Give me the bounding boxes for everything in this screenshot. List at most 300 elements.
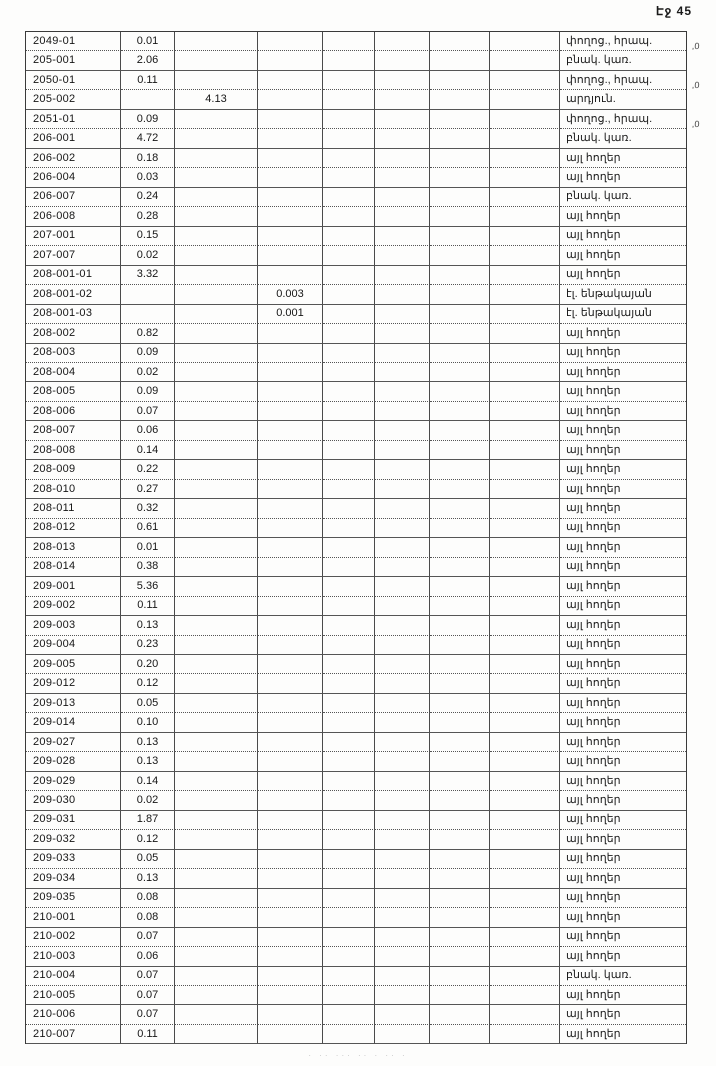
area-value-cell-2 — [175, 597, 258, 616]
land-use-label-cell: այլ հողեր — [560, 1025, 686, 1044]
area-value-cell-3 — [258, 51, 323, 70]
empty-cell — [375, 538, 430, 557]
parcel-code-cell: 208-008 — [26, 441, 121, 460]
land-use-label-cell: այլ հողեր — [560, 538, 686, 557]
area-value-cell-2 — [175, 558, 258, 577]
empty-cell — [490, 811, 560, 830]
empty-cell — [430, 129, 490, 148]
empty-cell — [323, 1005, 375, 1024]
area-value-cell-2 — [175, 616, 258, 635]
empty-cell — [430, 811, 490, 830]
empty-cell — [430, 772, 490, 791]
area-value-cell-3 — [258, 908, 323, 927]
area-value-cell-3 — [258, 538, 323, 557]
empty-cell — [375, 480, 430, 499]
area-value-cell-2 — [175, 285, 258, 304]
table-row — [26, 305, 686, 324]
parcel-code-cell: 208-001-03 — [26, 305, 121, 324]
empty-cell — [323, 674, 375, 693]
empty-cell — [323, 460, 375, 479]
area-value-cell-3 — [258, 246, 323, 265]
area-value-cell-2 — [175, 344, 258, 363]
area-value-cell-3 — [258, 616, 323, 635]
empty-cell — [430, 889, 490, 908]
area-value-cell-2 — [175, 830, 258, 849]
land-use-label-cell: այլ հողեր — [560, 889, 686, 908]
land-use-label-cell: այլ հողեր — [560, 908, 686, 927]
empty-cell — [490, 928, 560, 947]
area-value-cell-3 — [258, 713, 323, 732]
empty-cell — [430, 967, 490, 986]
empty-cell — [375, 129, 430, 148]
area-value-cell-3 — [258, 811, 323, 830]
area-value-cell-2 — [175, 129, 258, 148]
empty-cell — [430, 694, 490, 713]
land-use-label-cell: այլ հողեր — [560, 947, 686, 966]
empty-cell — [323, 850, 375, 869]
area-value-cell — [121, 305, 175, 324]
table-row — [26, 1025, 686, 1044]
land-use-label-cell: էլ. ենթակայան — [560, 305, 686, 324]
empty-cell — [323, 519, 375, 538]
empty-cell — [490, 967, 560, 986]
area-value-cell-3 — [258, 967, 323, 986]
land-use-label-cell: այլ հողեր — [560, 519, 686, 538]
land-use-label-cell: այլ հողեր — [560, 733, 686, 752]
area-value-cell: 0.82 — [121, 324, 175, 343]
parcel-code-cell: 209-012 — [26, 674, 121, 693]
area-value-cell-3 — [258, 188, 323, 207]
area-value-cell-2 — [175, 986, 258, 1005]
table-row — [26, 636, 686, 655]
empty-cell — [430, 713, 490, 732]
area-value-cell: 0.01 — [121, 32, 175, 51]
table-row — [26, 207, 686, 226]
empty-cell — [490, 1025, 560, 1044]
empty-cell — [375, 694, 430, 713]
parcel-code-cell: 206-007 — [26, 188, 121, 207]
empty-cell — [323, 947, 375, 966]
area-value-cell-2 — [175, 324, 258, 343]
land-use-label-cell: բնակ. կառ. — [560, 188, 686, 207]
parcel-code-cell: 208-001-02 — [26, 285, 121, 304]
area-value-cell-3: 0.001 — [258, 305, 323, 324]
empty-cell — [430, 947, 490, 966]
empty-cell — [375, 577, 430, 596]
empty-cell — [490, 110, 560, 129]
parcel-code-cell: 206-008 — [26, 207, 121, 226]
area-value-cell: 0.27 — [121, 480, 175, 499]
parcel-code-cell: 208-005 — [26, 382, 121, 401]
land-use-label-cell: այլ հողեր — [560, 266, 686, 285]
land-use-label-cell: այլ հողեր — [560, 694, 686, 713]
empty-cell — [375, 382, 430, 401]
empty-cell — [323, 538, 375, 557]
empty-cell — [490, 538, 560, 557]
area-value-cell-2 — [175, 421, 258, 440]
empty-cell — [430, 285, 490, 304]
empty-cell — [375, 324, 430, 343]
area-value-cell-3 — [258, 207, 323, 226]
area-value-cell: 0.05 — [121, 850, 175, 869]
table-row — [26, 577, 686, 596]
area-value-cell-3 — [258, 227, 323, 246]
parcel-code-cell: 209-033 — [26, 850, 121, 869]
empty-cell — [323, 1025, 375, 1044]
empty-cell — [323, 811, 375, 830]
empty-cell — [323, 713, 375, 732]
empty-cell — [375, 499, 430, 518]
empty-cell — [430, 266, 490, 285]
margin-marks-layer — [688, 31, 714, 1044]
land-use-label-cell: բնակ. կառ. — [560, 967, 686, 986]
empty-cell — [490, 597, 560, 616]
parcel-code-cell: 208-011 — [26, 499, 121, 518]
empty-cell — [375, 71, 430, 90]
area-value-cell-3 — [258, 577, 323, 596]
parcel-code-cell: 208-013 — [26, 538, 121, 557]
land-use-label-cell: այլ հողեր — [560, 869, 686, 888]
area-value-cell-2 — [175, 928, 258, 947]
area-value-cell: 0.18 — [121, 149, 175, 168]
table-row — [26, 811, 686, 830]
table-row — [26, 597, 686, 616]
area-value-cell: 0.05 — [121, 694, 175, 713]
empty-cell — [323, 110, 375, 129]
area-value-cell: 1.87 — [121, 811, 175, 830]
empty-cell — [375, 752, 430, 771]
empty-cell — [375, 733, 430, 752]
empty-cell — [375, 1025, 430, 1044]
area-value-cell-3: 0.003 — [258, 285, 323, 304]
area-value-cell: 0.12 — [121, 830, 175, 849]
empty-cell — [323, 889, 375, 908]
empty-cell — [375, 402, 430, 421]
table-row — [26, 421, 686, 440]
area-value-cell-3 — [258, 480, 323, 499]
land-use-label-cell: բնակ. կառ. — [560, 129, 686, 148]
area-value-cell-2 — [175, 71, 258, 90]
empty-cell — [375, 149, 430, 168]
empty-cell — [430, 207, 490, 226]
area-value-cell-2 — [175, 733, 258, 752]
area-value-cell-3 — [258, 90, 323, 109]
empty-cell — [375, 967, 430, 986]
empty-cell — [323, 752, 375, 771]
empty-cell — [490, 324, 560, 343]
table-row — [26, 772, 686, 791]
area-value-cell: 0.61 — [121, 519, 175, 538]
area-value-cell: 0.14 — [121, 441, 175, 460]
area-value-cell-3 — [258, 674, 323, 693]
empty-cell — [323, 51, 375, 70]
area-value-cell: 0.11 — [121, 71, 175, 90]
parcel-code-cell: 2050-01 — [26, 71, 121, 90]
area-value-cell: 0.28 — [121, 207, 175, 226]
area-value-cell: 0.02 — [121, 791, 175, 810]
area-value-cell: 0.07 — [121, 402, 175, 421]
area-value-cell-3 — [258, 324, 323, 343]
area-value-cell-2 — [175, 149, 258, 168]
land-use-label-cell: այլ հողեր — [560, 402, 686, 421]
land-use-label-cell: այլ հողեր — [560, 168, 686, 187]
land-use-label-cell: այլ հողեր — [560, 636, 686, 655]
land-use-label-cell: բնակ. կառ. — [560, 51, 686, 70]
empty-cell — [375, 830, 430, 849]
empty-cell — [375, 674, 430, 693]
empty-cell — [430, 344, 490, 363]
parcel-code-cell: 208-006 — [26, 402, 121, 421]
land-use-label-cell: այլ հողեր — [560, 499, 686, 518]
area-value-cell-2 — [175, 188, 258, 207]
area-value-cell: 0.08 — [121, 889, 175, 908]
empty-cell — [375, 344, 430, 363]
area-value-cell-3 — [258, 1005, 323, 1024]
table-row — [26, 928, 686, 947]
land-use-label-cell: այլ հողեր — [560, 421, 686, 440]
table-row — [26, 889, 686, 908]
land-use-label-cell: էլ. ենթակայան — [560, 285, 686, 304]
empty-cell — [323, 597, 375, 616]
empty-cell — [430, 305, 490, 324]
area-value-cell-3 — [258, 928, 323, 947]
area-value-cell-3 — [258, 558, 323, 577]
empty-cell — [490, 480, 560, 499]
empty-cell — [323, 655, 375, 674]
area-value-cell-2 — [175, 655, 258, 674]
area-value-cell-2 — [175, 869, 258, 888]
empty-cell — [430, 246, 490, 265]
area-value-cell — [121, 285, 175, 304]
land-use-label-cell: այլ հողեր — [560, 227, 686, 246]
land-use-label-cell: այլ հողեր — [560, 986, 686, 1005]
parcel-code-cell: 206-002 — [26, 149, 121, 168]
table-row — [26, 752, 686, 771]
empty-cell — [323, 694, 375, 713]
empty-cell — [375, 850, 430, 869]
area-value-cell-3 — [258, 441, 323, 460]
parcel-code-cell: 205-002 — [26, 90, 121, 109]
area-value-cell: 5.36 — [121, 577, 175, 596]
empty-cell — [490, 363, 560, 382]
empty-cell — [430, 324, 490, 343]
land-use-label-cell: այլ հողեր — [560, 830, 686, 849]
empty-cell — [375, 441, 430, 460]
empty-cell — [430, 149, 490, 168]
area-value-cell: 0.32 — [121, 499, 175, 518]
empty-cell — [375, 188, 430, 207]
empty-cell — [430, 188, 490, 207]
empty-cell — [430, 1025, 490, 1044]
empty-cell — [490, 636, 560, 655]
area-value-cell-3 — [258, 733, 323, 752]
parcel-code-cell: 208-004 — [26, 363, 121, 382]
land-use-label-cell: այլ հողեր — [560, 655, 686, 674]
empty-cell — [430, 460, 490, 479]
empty-cell — [490, 869, 560, 888]
parcel-code-cell: 208-003 — [26, 344, 121, 363]
empty-cell — [430, 227, 490, 246]
area-value-cell: 0.01 — [121, 538, 175, 557]
empty-cell — [490, 908, 560, 927]
empty-cell — [430, 168, 490, 187]
empty-cell — [323, 733, 375, 752]
area-value-cell-2 — [175, 1025, 258, 1044]
empty-cell — [323, 71, 375, 90]
empty-cell — [375, 246, 430, 265]
empty-cell — [375, 32, 430, 51]
handwritten-margin-mark: ,0 — [691, 40, 700, 52]
empty-cell — [430, 733, 490, 752]
empty-cell — [375, 1005, 430, 1024]
empty-cell — [490, 733, 560, 752]
table-row — [26, 558, 686, 577]
area-value-cell: 0.02 — [121, 246, 175, 265]
land-use-label-cell: փողոց., հրապ. — [560, 32, 686, 51]
empty-cell — [323, 149, 375, 168]
empty-cell — [323, 305, 375, 324]
empty-cell — [375, 421, 430, 440]
parcel-code-cell: 210-002 — [26, 928, 121, 947]
area-value-cell: 0.15 — [121, 227, 175, 246]
parcel-code-cell: 209-001 — [26, 577, 121, 596]
area-value-cell-2 — [175, 382, 258, 401]
empty-cell — [490, 519, 560, 538]
empty-cell — [323, 441, 375, 460]
empty-cell — [375, 869, 430, 888]
land-use-label-cell: այլ հողեր — [560, 752, 686, 771]
area-value-cell-3 — [258, 830, 323, 849]
empty-cell — [490, 71, 560, 90]
table-row — [26, 1005, 686, 1024]
empty-cell — [490, 90, 560, 109]
empty-cell — [323, 480, 375, 499]
table-row — [26, 149, 686, 168]
area-value-cell: 0.09 — [121, 382, 175, 401]
empty-cell — [430, 869, 490, 888]
land-use-label-cell: այլ հողեր — [560, 1005, 686, 1024]
table-row — [26, 168, 686, 187]
area-value-cell-3 — [258, 129, 323, 148]
parcel-code-cell: 2051-01 — [26, 110, 121, 129]
area-value-cell-2 — [175, 538, 258, 557]
empty-cell — [490, 616, 560, 635]
area-value-cell-2 — [175, 110, 258, 129]
empty-cell — [490, 791, 560, 810]
area-value-cell-2 — [175, 967, 258, 986]
area-value-cell: 0.07 — [121, 967, 175, 986]
land-use-label-cell: փողոց., հրապ. — [560, 110, 686, 129]
area-value-cell: 0.11 — [121, 1025, 175, 1044]
parcel-code-cell: 210-006 — [26, 1005, 121, 1024]
empty-cell — [375, 90, 430, 109]
empty-cell — [490, 188, 560, 207]
empty-cell — [375, 655, 430, 674]
table-row — [26, 90, 686, 109]
table-row — [26, 694, 686, 713]
area-value-cell-3 — [258, 421, 323, 440]
area-value-cell-3 — [258, 363, 323, 382]
area-value-cell-2 — [175, 499, 258, 518]
empty-cell — [375, 207, 430, 226]
empty-cell — [490, 129, 560, 148]
area-value-cell-2 — [175, 305, 258, 324]
empty-cell — [490, 674, 560, 693]
empty-cell — [430, 986, 490, 1005]
table-row — [26, 791, 686, 810]
table-row — [26, 227, 686, 246]
table-row — [26, 32, 686, 51]
parcel-code-cell: 209-031 — [26, 811, 121, 830]
area-value-cell-3 — [258, 519, 323, 538]
empty-cell — [323, 928, 375, 947]
land-use-label-cell: այլ հողեր — [560, 441, 686, 460]
area-value-cell: 2.06 — [121, 51, 175, 70]
empty-cell — [430, 71, 490, 90]
table-row — [26, 830, 686, 849]
empty-cell — [490, 460, 560, 479]
empty-cell — [323, 577, 375, 596]
area-value-cell-3 — [258, 889, 323, 908]
area-value-cell: 0.13 — [121, 869, 175, 888]
area-value-cell: 0.14 — [121, 772, 175, 791]
area-value-cell-2 — [175, 441, 258, 460]
empty-cell — [430, 616, 490, 635]
empty-cell — [490, 889, 560, 908]
parcel-code-cell: 207-007 — [26, 246, 121, 265]
empty-cell — [490, 402, 560, 421]
land-use-label-cell: այլ հողեր — [560, 207, 686, 226]
area-value-cell-3 — [258, 382, 323, 401]
table-row — [26, 344, 686, 363]
area-value-cell: 3.32 — [121, 266, 175, 285]
area-value-cell-3 — [258, 344, 323, 363]
area-value-cell-3 — [258, 986, 323, 1005]
empty-cell — [430, 752, 490, 771]
table-row — [26, 869, 686, 888]
area-value-cell: 0.24 — [121, 188, 175, 207]
area-value-cell-3 — [258, 636, 323, 655]
area-value-cell: 4.72 — [121, 129, 175, 148]
area-value-cell: 0.07 — [121, 928, 175, 947]
land-use-label-cell: արդյուն. — [560, 90, 686, 109]
table-row — [26, 616, 686, 635]
area-value-cell-3 — [258, 752, 323, 771]
empty-cell — [490, 305, 560, 324]
empty-cell — [490, 772, 560, 791]
empty-cell — [323, 266, 375, 285]
empty-cell — [375, 791, 430, 810]
table-row — [26, 713, 686, 732]
empty-cell — [490, 246, 560, 265]
parcel-code-cell: 208-010 — [26, 480, 121, 499]
parcel-code-cell: 210-003 — [26, 947, 121, 966]
empty-cell — [490, 32, 560, 51]
area-value-cell-2 — [175, 1005, 258, 1024]
empty-cell — [323, 772, 375, 791]
table-row — [26, 967, 686, 986]
parcel-code-cell: 210-004 — [26, 967, 121, 986]
empty-cell — [375, 51, 430, 70]
empty-cell — [430, 382, 490, 401]
empty-cell — [430, 636, 490, 655]
empty-cell — [323, 869, 375, 888]
parcel-code-cell: 209-028 — [26, 752, 121, 771]
area-value-cell-2 — [175, 168, 258, 187]
area-value-cell-3 — [258, 402, 323, 421]
area-value-cell-3 — [258, 499, 323, 518]
empty-cell — [490, 577, 560, 596]
